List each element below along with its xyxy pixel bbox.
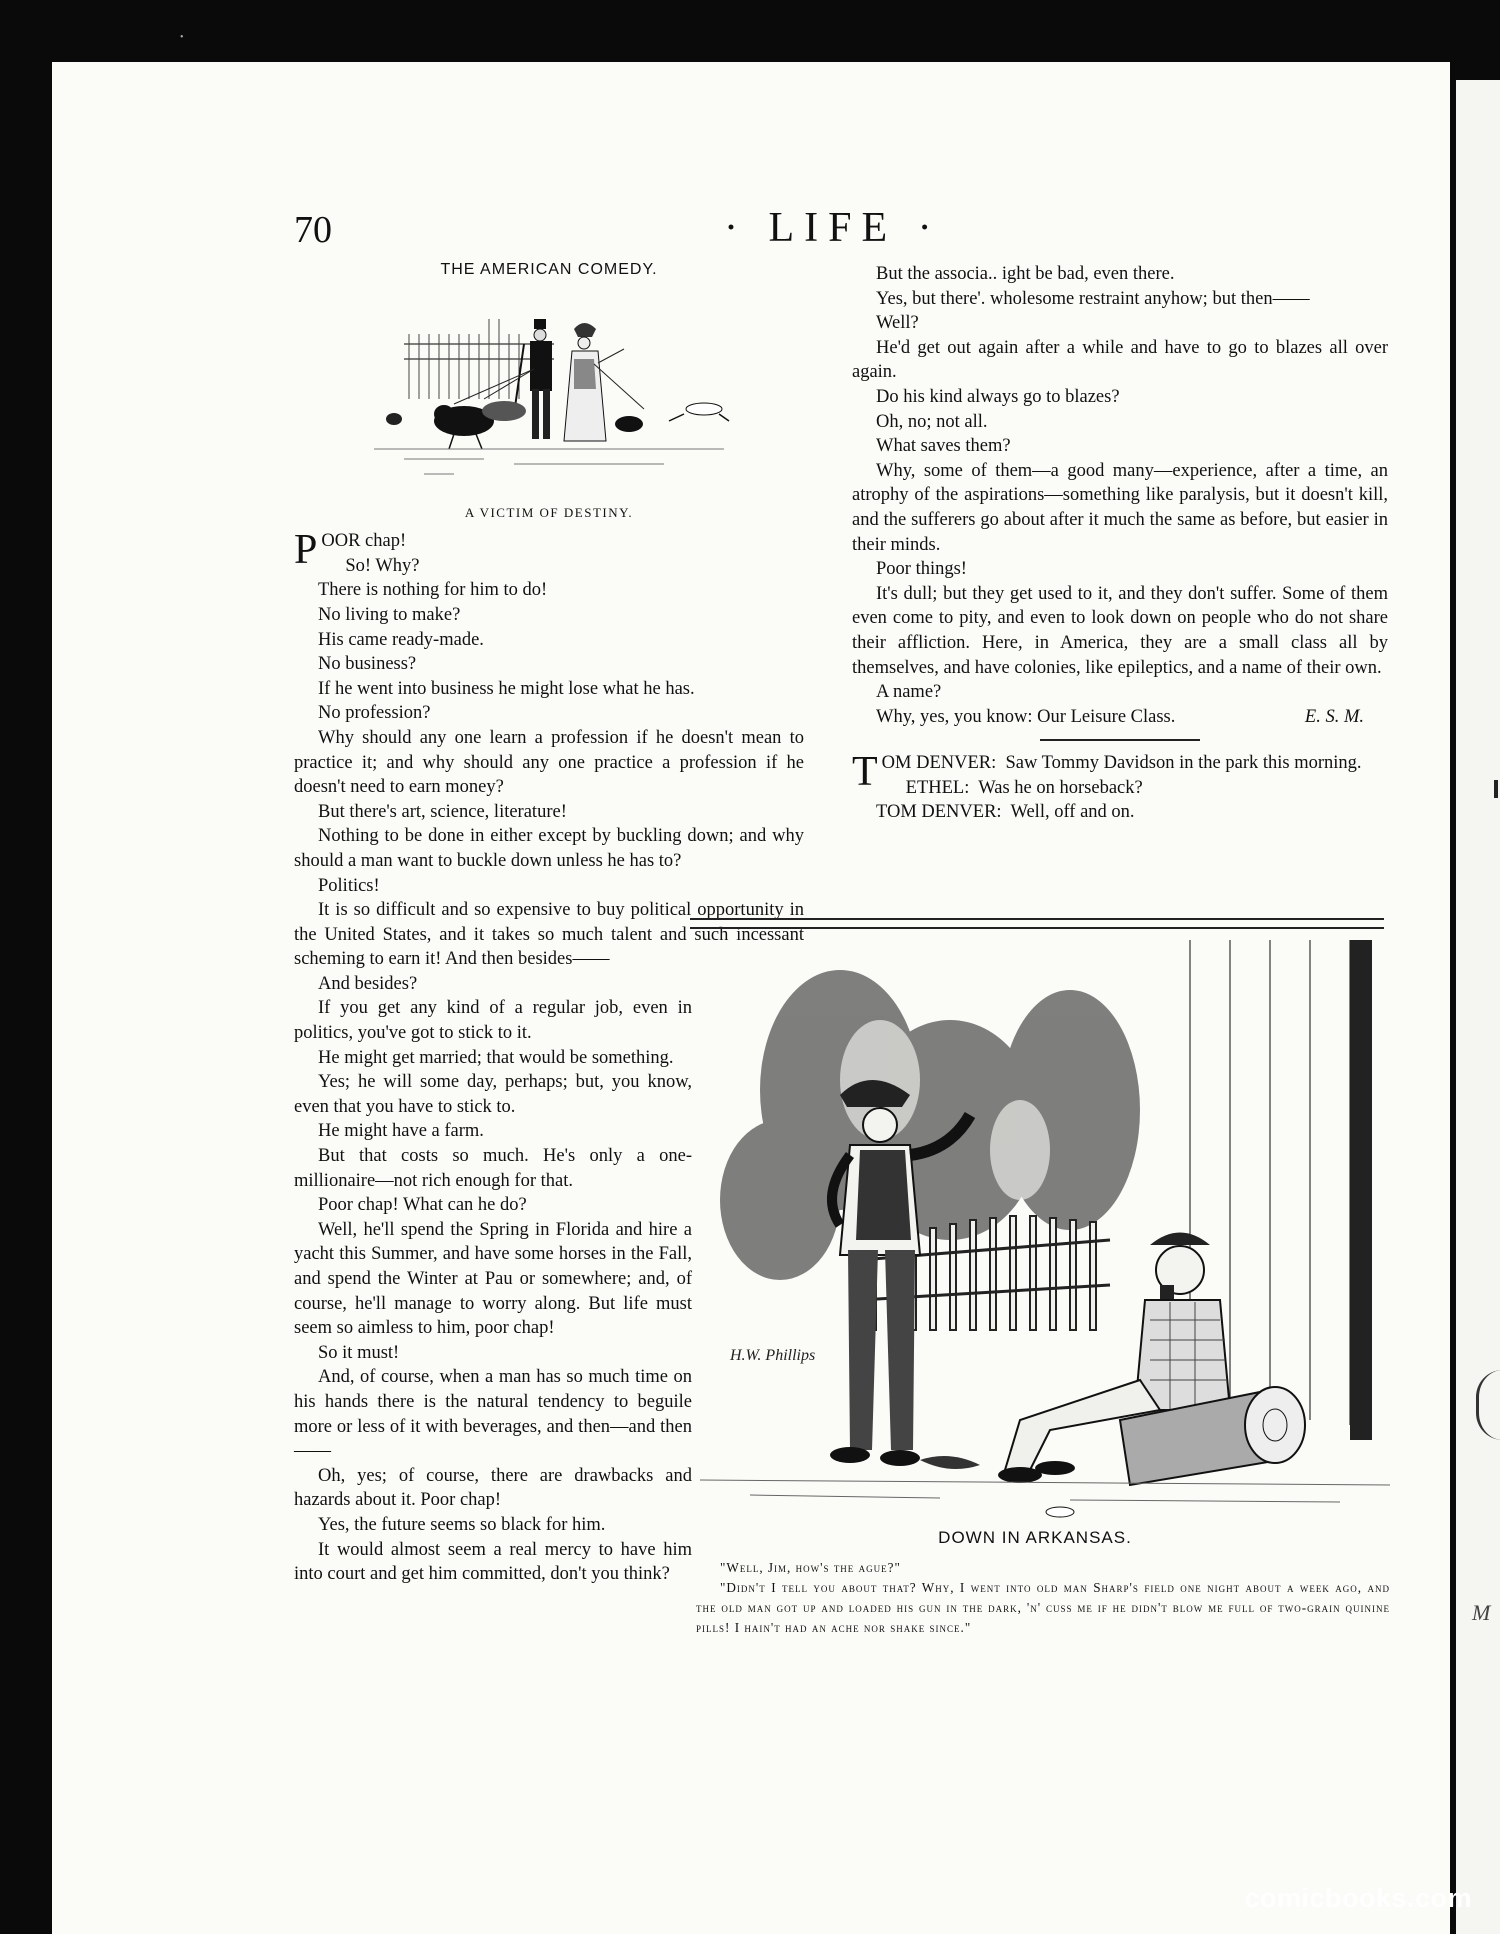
left-paragraph: If he went into business he might lose what he has. (318, 678, 695, 699)
right-paragraph: Why, some of them—a good many—experience, after a time, an atrophy of the aspirations—something like paralysis, but it doesn't kill, and the sufferers go about after it much the same as before, but easier in their minds. (852, 460, 1388, 555)
left-paragraph: But that costs so much. He's only a one-millionaire—not rich enough for that. (294, 1146, 692, 1191)
left-paragraph: Poor chap! What can he do? (318, 1195, 527, 1216)
left-paragraph: It would almost seem a real mercy to have him into court and get him committed, don't you think? (294, 1539, 692, 1585)
right-column (852, 262, 1388, 825)
left-paragraph: And, of course, when a man has so much time on his hands there is the natural tendency to beguile more or less of it with beverages, and then—and then—— (294, 1367, 692, 1462)
dropcap-p: P (294, 527, 318, 574)
author-signature: E. S. M. (1304, 706, 1364, 727)
opening-line: POOR chap! (294, 527, 407, 574)
right-paragraph: Oh, no; not all. (876, 411, 988, 432)
right-paragraph: Yes, but there'. wholesome restraint anyhow; but then—— (876, 288, 1310, 309)
victim-of-destiny-illustration (364, 289, 734, 497)
caption-line: "Didn't I tell you about that? Why, I went into old man Sharp's field one night about a week ago, and the old man got up and loaded his gun in the dark, 'n' cuss me if he didn't blow me full of two-grain quinine pills! I hain't had an ache nor shake since." (696, 1580, 1390, 1635)
artist-signature: H.W. Phillips (730, 1347, 816, 1364)
right-paragraph: It's dull; but they get used to it, and they don't suffer. Some of them even come to pity, and even to look down on people who do not share their affliction. Here, in America, they are a small class all by themselves, and have colonies, like epileptics, and a name of their own. (852, 583, 1388, 678)
dropcap-t: T (852, 749, 878, 796)
right-paragraph: What saves them? (876, 436, 1011, 457)
cartoon-caption (696, 1558, 1390, 1638)
left-paragraph: So! Why? (345, 555, 420, 576)
cartoon-title: DOWN IN ARKANSAS. (938, 1528, 1132, 1547)
left-paragraph: And besides? (318, 973, 418, 994)
left-paragraph: No living to make? (318, 604, 461, 625)
left-paragraph: Well, he'll spend the Spring in Florida and hire a yacht this Summer, and have some horses in the Fall, and spend the Winter at Pau or somewhere; and, of course, he'll manage to worry along. But life must seem so aimless to him, poor chap! (294, 1219, 692, 1339)
joke-line-2: ETHEL: Was he on horseback? (905, 777, 1143, 798)
joke-line-3: TOM DENVER: Well, off and on. (876, 802, 1135, 823)
right-paragraph: A name? (876, 682, 942, 703)
left-paragraph: There is nothing for him to do! (318, 580, 548, 601)
left-paragraph: Yes; he will some day, perhaps; but, you know, even that you have to stick to. (294, 1072, 692, 1117)
right-paragraph: Do his kind always go to blazes? (876, 386, 1120, 407)
left-paragraph: He might have a farm. (318, 1121, 484, 1142)
site-watermark: comicbooks.com (1244, 1883, 1472, 1913)
double-rule-divider (690, 918, 1384, 929)
left-paragraph: Nothing to be done in either except by buckling down; and why should a man want to buckle down unless he has to? (294, 826, 804, 871)
page-number: 70 (294, 209, 332, 251)
left-paragraph: Yes, the future seems so black for him. (318, 1514, 606, 1535)
left-paragraph: He might get married; that would be something. (318, 1047, 674, 1068)
left-paragraph: Oh, yes; of course, there are drawbacks and hazards about it. Poor chap! (294, 1465, 692, 1511)
scan-speck: • (180, 32, 184, 43)
left-paragraph: His came ready-made. (318, 629, 484, 650)
illustration-caption: A VICTIM OF DESTINY. (464, 504, 634, 520)
masthead-title: · LIFE · (724, 205, 942, 251)
down-in-arkansas-cartoon (690, 940, 1410, 1522)
left-paragraph: So it must! (318, 1342, 400, 1363)
section-divider (1040, 739, 1200, 741)
left-paragraph: Why should any one learn a profession if he doesn't mean to practice it; and why should any one practice a profession if he doesn't need to earn money? (294, 727, 804, 798)
left-paragraph: If you get any kind of a regular job, even in politics, you've got to stick to it. (294, 998, 692, 1044)
right-paragraph: Poor things! (876, 559, 967, 580)
adjacent-page-edge: M (1456, 80, 1500, 1934)
left-paragraph: No business? (318, 654, 417, 675)
closing-line: Why, yes, you know: Our Leisure Class. E. S. M. (852, 705, 1388, 730)
left-paragraph: It is so difficult and so expensive to buy political opportunity in the United States, and it takes so much talent and such incessant scheming to earn it! And then besides—— (294, 900, 804, 970)
joke-line-1: TOM DENVER: Saw Tommy Davidson in the park this morning. (852, 749, 1362, 796)
right-paragraph: Well? (876, 313, 919, 334)
left-paragraph: Politics! (318, 875, 380, 896)
article-heading: THE AMERICAN COMEDY. (440, 261, 658, 278)
left-paragraph: But there's art, science, literature! (318, 801, 567, 822)
caption-line: "Well, Jim, how's the ague?" (720, 1560, 901, 1575)
left-paragraph: No profession? (318, 703, 431, 724)
right-paragraph: He'd get out again after a while and have to go to blazes all over again. (852, 337, 1388, 383)
right-paragraph: But the associa.. ight be bad, even there. (876, 264, 1175, 284)
